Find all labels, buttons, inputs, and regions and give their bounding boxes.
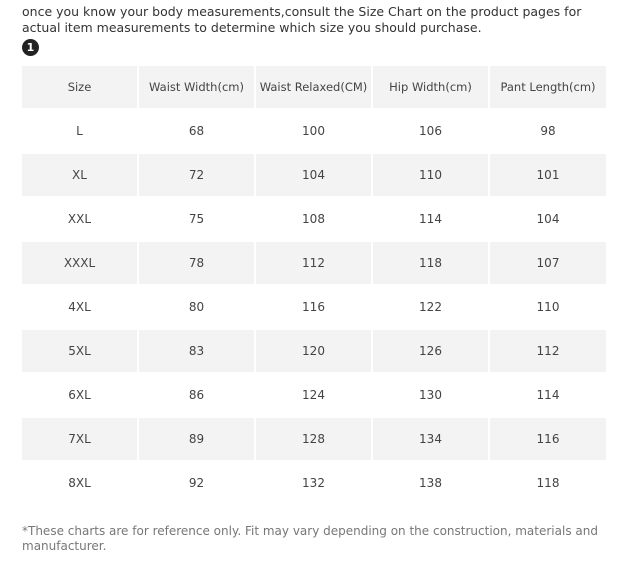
cell-waist-relaxed: 120: [256, 330, 371, 372]
cell-hip-width: 110: [373, 154, 488, 196]
cell-hip-width: 122: [373, 286, 488, 328]
cell-size: XXL: [22, 198, 137, 240]
disclaimer-note: *These charts are for reference only. Fit may vary depending on the construction, materials and manufacturer.: [22, 524, 598, 553]
cell-hip-width: 114: [373, 198, 488, 240]
cell-waist-relaxed: 132: [256, 462, 371, 504]
cell-waist-width: 86: [139, 374, 254, 416]
table-row: [22, 154, 606, 196]
cell-hip-width: 130: [373, 374, 488, 416]
cell-waist-relaxed: 104: [256, 154, 371, 196]
table-row: [22, 198, 606, 240]
cell-pant-length: 104: [490, 198, 606, 240]
intro-text: once you know your body measurements,consult the Size Chart on the product pages for actual item measurements to determine which size you should purchase.: [22, 4, 582, 35]
header-size: Size: [22, 66, 137, 108]
cell-size: 8XL: [22, 462, 137, 504]
cell-size: L: [22, 110, 137, 152]
cell-waist-width: 78: [139, 242, 254, 284]
table-row: [22, 110, 606, 152]
cell-waist-relaxed: 124: [256, 374, 371, 416]
cell-waist-relaxed: 128: [256, 418, 371, 460]
cell-waist-width: 83: [139, 330, 254, 372]
cell-waist-width: 75: [139, 198, 254, 240]
cell-size: 5XL: [22, 330, 137, 372]
table-row: [22, 242, 606, 284]
table-header-row: [22, 66, 606, 108]
size-chart-table: [20, 64, 608, 506]
cell-waist-width: 89: [139, 418, 254, 460]
cell-pant-length: 110: [490, 286, 606, 328]
cell-waist-width: 72: [139, 154, 254, 196]
cell-size: 7XL: [22, 418, 137, 460]
header-pant-length: Pant Length(cm): [490, 66, 606, 108]
cell-hip-width: 134: [373, 418, 488, 460]
table-row: [22, 462, 606, 504]
header-hip-width: Hip Width(cm): [373, 66, 488, 108]
header-waist-relaxed: Waist Relaxed(CM): [256, 66, 371, 108]
cell-pant-length: 107: [490, 242, 606, 284]
cell-hip-width: 126: [373, 330, 488, 372]
header-waist-width: Waist Width(cm): [139, 66, 254, 108]
cell-waist-width: 80: [139, 286, 254, 328]
cell-pant-length: 118: [490, 462, 606, 504]
table-row: [22, 374, 606, 416]
cell-size: XL: [22, 154, 137, 196]
cell-waist-width: 92: [139, 462, 254, 504]
cell-waist-relaxed: 112: [256, 242, 371, 284]
table-row: [22, 330, 606, 372]
cell-pant-length: 116: [490, 418, 606, 460]
cell-hip-width: 118: [373, 242, 488, 284]
cell-pant-length: 101: [490, 154, 606, 196]
cell-size: XXXL: [22, 242, 137, 284]
cell-size: 4XL: [22, 286, 137, 328]
cell-waist-width: 68: [139, 110, 254, 152]
table-row: [22, 286, 606, 328]
cell-waist-relaxed: 116: [256, 286, 371, 328]
step-number-badge: 1: [22, 39, 39, 56]
cell-waist-relaxed: 100: [256, 110, 371, 152]
cell-hip-width: 106: [373, 110, 488, 152]
cell-pant-length: 98: [490, 110, 606, 152]
cell-hip-width: 138: [373, 462, 488, 504]
cell-size: 6XL: [22, 374, 137, 416]
table-row: [22, 418, 606, 460]
cell-pant-length: 112: [490, 330, 606, 372]
cell-waist-relaxed: 108: [256, 198, 371, 240]
cell-pant-length: 114: [490, 374, 606, 416]
